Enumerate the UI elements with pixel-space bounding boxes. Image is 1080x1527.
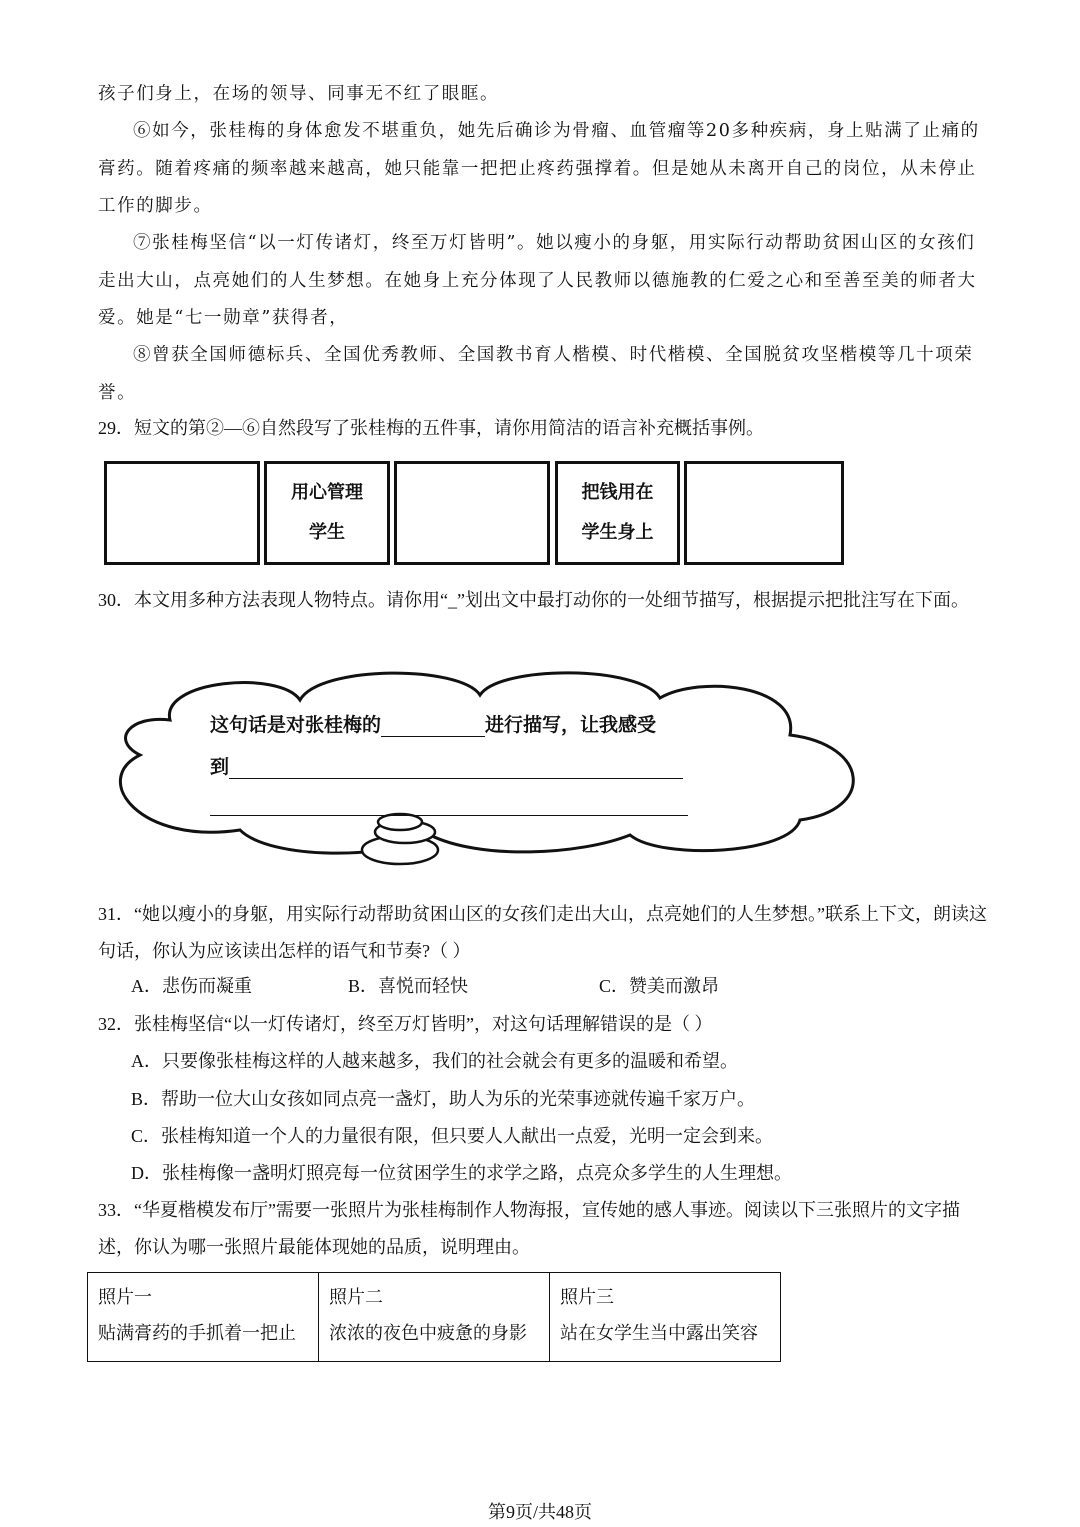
option-32-b[interactable]: B．帮助一位大山女孩如同点亮一盏灯，助人为乐的光荣事迹就传遍千家万户。 — [131, 1089, 756, 1109]
photo-title: 照片一 — [98, 1287, 152, 1307]
summary-box-3[interactable] — [394, 461, 550, 565]
question-29: 29．短文的第②—⑥自然段写了张桂梅的五件事，请你用简洁的语言补充概括事例。 — [98, 418, 764, 438]
summary-box-5[interactable] — [684, 461, 844, 565]
option-32-a[interactable]: A．只要像张桂梅这样的人越来越多，我们的社会就会有更多的温暖和希望。 — [131, 1051, 738, 1071]
photo-desc: 站在女学生当中露出笑容 — [560, 1323, 758, 1343]
cloud-prompt-line1: 这句话是对张桂梅的 进行描写，让我感受 — [210, 714, 657, 736]
photo-cell-2[interactable] — [319, 1273, 550, 1362]
blank-feeling[interactable] — [229, 756, 683, 779]
question-33: 33．“华夏楷模发布厅”需要一张照片为张桂梅制作人物海报，宣传她的感人事迹。阅读以下三张照片的文字描述，你认为哪一张照片最能体现她的品质，说明理由。 — [98, 1200, 960, 1257]
blank-description-method[interactable] — [381, 714, 485, 737]
option-32-d[interactable]: D．张桂梅像一盏明灯照亮每一位贫困学生的求学之路，点亮众多学生的人生理想。 — [131, 1163, 792, 1183]
paragraph-8: ⑧曾获全国师德标兵、全国优秀教师、全国教书育人楷模、时代楷模、全国脱贫攻坚楷模等几十项荣誉。 — [98, 345, 974, 403]
passage-tail: 孩子们身上，在场的领导、同事无不红了眼眶。 — [98, 84, 500, 104]
question-30: 30．本文用多种方法表现人物特点。请你用“_”划出文中最打动你的一处细节描写，根据提示把批注写在下面。 — [98, 590, 969, 610]
summary-box-2: 用心管理 学生 — [264, 461, 390, 565]
option-31-c[interactable]: C．赞美而激昂 — [599, 976, 720, 996]
question-32: 32．张桂梅坚信“以一灯传诸灯，终至万灯皆明”，对这句话理解错误的是（ ） — [98, 1014, 713, 1034]
photo-table — [87, 1272, 781, 1362]
photo-cell-3[interactable] — [550, 1273, 781, 1362]
summary-box-4: 把钱用在 学生身上 — [555, 461, 680, 565]
photo-desc: 贴满膏药的手抓着一把止 — [98, 1323, 296, 1343]
option-31-b[interactable]: B．喜悦而轻快 — [348, 976, 469, 996]
option-32-c[interactable]: C．张桂梅知道一个人的力量很有限，但只要人人献出一点爱，光明一定会到来。 — [131, 1126, 774, 1146]
summary-box-1[interactable] — [104, 461, 260, 565]
paragraph-7: ⑦张桂梅坚信“以一灯传诸灯，终至万灯皆明”。她以瘦小的身躯，用实际行动帮助贫困山区的女孩们走出大山，点亮她们的人生梦想。在她身上充分体现了人民教师以德施教的仁爱之心和至善至美的师者大爱。她是“七一勋章”获得者， — [98, 233, 977, 328]
photo-desc: 浓浓的夜色中疲惫的身影 — [329, 1323, 527, 1343]
question-31: 31．“她以瘦小的身躯，用实际行动帮助贫困山区的女孩们走出大山，点亮她们的人生梦想。”联系上下文，朗读这句话，你认为应该读出怎样的语气和节奏?（ ） — [98, 904, 987, 961]
photo-title: 照片二 — [329, 1287, 383, 1307]
blank-feeling-line2[interactable] — [210, 815, 688, 816]
photo-cell-1[interactable] — [88, 1273, 319, 1362]
photo-title: 照片三 — [560, 1287, 614, 1307]
page-number: 第9页/共48页 — [487, 1502, 592, 1522]
option-31-a[interactable]: A．悲伤而凝重 — [131, 976, 252, 996]
paragraph-6: ⑥如今，张桂梅的身体愈发不堪重负，她先后确诊为骨瘤、血管瘤等20多种疾病，身上贴满了止痛的膏药。随着疼痛的频率越来越高，她只能靠一把把止疼药强撑着。但是她从未离开自己的岗位，从未停止工作的脚步。 — [98, 121, 980, 216]
cloud-prompt-line2: 到 — [210, 752, 683, 779]
